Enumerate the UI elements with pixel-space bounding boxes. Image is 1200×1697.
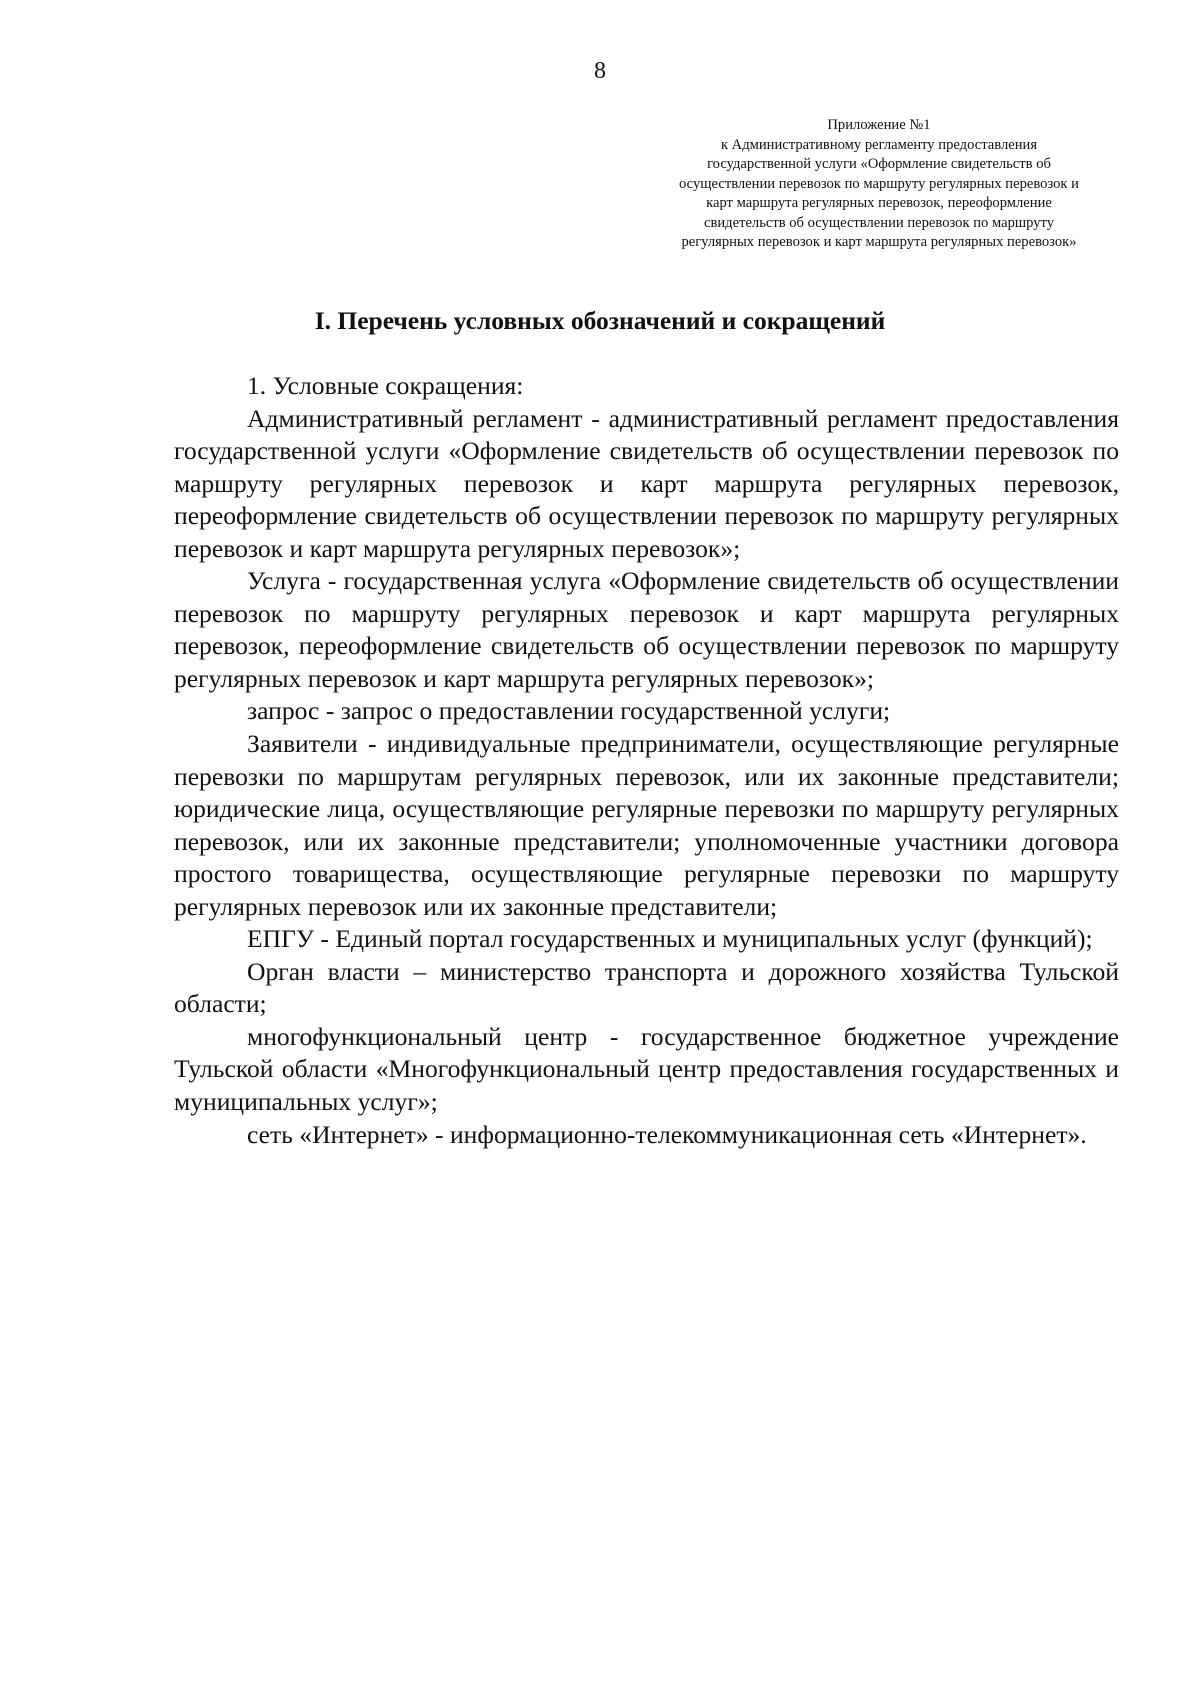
- paragraph-applicants: Заявители - индивидуальные предприниматели, осуществляющие регулярные перевозки по маршрутам регулярных перевозок, или их законные представители; юридические лица, осуществляющие регулярные перевозки по маршруту регулярных перевозок, или их законные представители; уполномоченные участники договора простого товарищества, осуществляющие регулярные перевозки по маршруту регулярных перевозок или их законные представители;: [174, 729, 1119, 921]
- paragraph-authority: Орган власти – министерство транспорта и дорожного хозяйства Тульской области;: [174, 956, 1119, 1019]
- appendix-line: Приложение №1: [827, 117, 931, 133]
- appendix-line: свидетельств об осуществлении перевозок по маршруту: [703, 214, 1054, 231]
- paragraph-abbreviations-heading: 1. Условные сокращения:: [247, 371, 524, 400]
- paragraph-administrative-regulation: Административный регламент - административный регламент предоставления государственной услуги «Оформление свидетельств об осуществлении перевозок по маршруту регулярных перевозок и карт маршрута регулярных перевозок, переоформление свидетельств об осуществлении перевозок по маршруту регулярных перевозок и карт маршрута регулярных перевозок»;: [174, 403, 1119, 563]
- paragraph-epgu: ЕПГУ - Единый портал государственных и муниципальных услуг (функций);: [247, 924, 1093, 954]
- document-body: [174, 370, 1119, 1151]
- paragraph-internet: сеть «Интернет» - информационно-телекоммуникационная сеть «Интернет».: [247, 1119, 1087, 1149]
- appendix-header: [640, 116, 1118, 253]
- appendix-line: к Административному регламенту предоставления: [720, 136, 1038, 153]
- appendix-line: государственной услуги «Оформление свидетельств об: [707, 156, 1051, 172]
- appendix-line: карт маршрута регулярных перевозок, переоформление: [706, 195, 1052, 211]
- appendix-line: регулярных перевозок и карт маршрута регулярных перевозок»: [681, 234, 1077, 250]
- paragraph-request: запрос - запрос о предоставлении государственной услуги;: [247, 696, 891, 726]
- paragraph-service: Услуга - государственная услуга «Оформление свидетельств об осуществлении перевозок по маршруту регулярных перевозок и карт маршрута регулярных перевозок, переоформление свидетельств об осуществлении перевозок по маршруту регулярных перевозок и карт маршрута регулярных перевозок»;: [174, 566, 1119, 693]
- page-number: 8: [594, 58, 606, 84]
- paragraph-mfc: многофункциональный центр - государственное бюджетное учреждение Тульской области «Многофункциональный центр предоставления государственных и муниципальных услуг»;: [174, 1021, 1119, 1117]
- section-title: I. Перечень условных обозначений и сокращений: [314, 306, 886, 335]
- appendix-line: осуществлении перевозок по маршруту регулярных перевозок и: [679, 175, 1079, 192]
